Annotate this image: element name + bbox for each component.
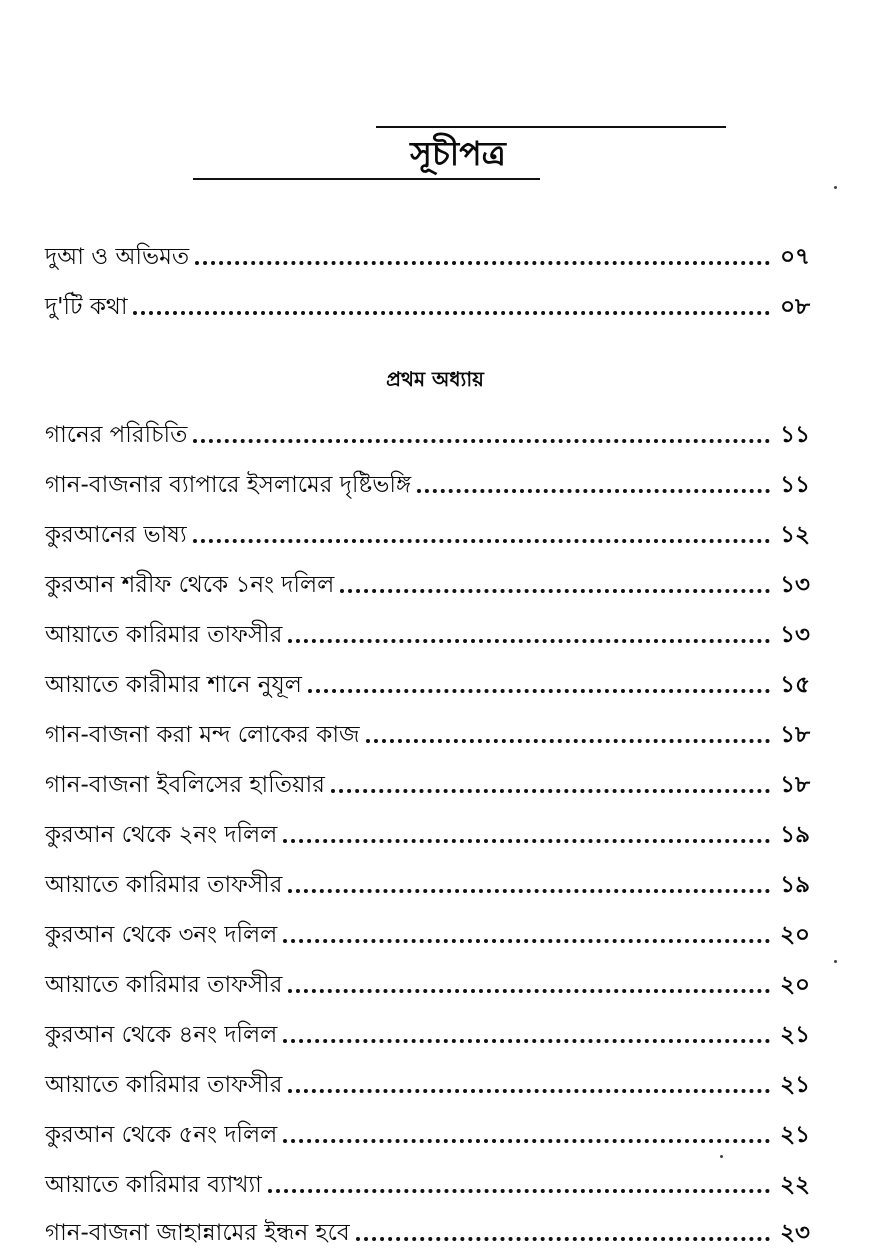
toc-leader-dots <box>283 839 770 843</box>
toc-entry-label: গান-বাজনা করা মন্দ লোকের কাজ <box>45 722 360 748</box>
toc-entry <box>45 282 810 322</box>
toc-entry-page: ১৩ <box>780 622 810 648</box>
toc-leader-dots <box>193 539 770 543</box>
toc-entry-label: আয়াতে কারিমার তাফসীর <box>45 1072 283 1098</box>
toc-leader-dots <box>308 689 770 693</box>
toc-entry-label: গানের পরিচিতি <box>45 422 188 448</box>
toc-entry-page: ২১ <box>780 1072 810 1098</box>
toc-entry <box>45 560 810 600</box>
scan-speck <box>834 186 837 189</box>
toc-entry <box>45 510 810 550</box>
toc-entry-label: দু'টি কথা <box>45 294 128 320</box>
toc-entry-page: ১৫ <box>780 672 810 698</box>
toc-entry <box>45 760 810 800</box>
toc-entry-label: আয়াতে কারিমার তাফসীর <box>45 872 283 898</box>
toc-leader-dots <box>331 789 770 793</box>
toc-leader-dots <box>195 261 770 265</box>
toc-entry-label: আয়াতে কারীমার শানে নুযূল <box>45 672 302 698</box>
toc-entry-label: আয়াতে কারিমার তাফসীর <box>45 622 283 648</box>
toc-leader-dots <box>340 589 770 593</box>
toc-entry-page: ১২ <box>780 522 810 548</box>
toc-entry-label: কুরআন থেকে ৪নং দলিল <box>45 1022 278 1048</box>
toc-entry <box>45 1010 810 1050</box>
toc-entry <box>45 860 810 900</box>
toc-entry <box>45 610 810 650</box>
toc-entry-page: ২১ <box>780 1022 810 1048</box>
toc-entry-label: কুরআন থেকে ৩নং দলিল <box>45 922 278 948</box>
toc-entry-page: ১৩ <box>780 572 810 598</box>
toc-leader-dots <box>288 1089 770 1093</box>
toc-leader-dots <box>133 311 770 315</box>
toc-entry <box>45 960 810 1000</box>
toc-leader-dots <box>268 1189 770 1193</box>
toc-entry-label: গান-বাজনা ইবলিসের হাতিয়ার <box>45 772 325 798</box>
toc-entry-label: আয়াতে কারিমার তাফসীর <box>45 972 283 998</box>
toc-leader-dots <box>366 739 770 743</box>
chapter-heading: প্রথম অধ্যায় <box>386 367 484 391</box>
toc-entry-label: কুরআন থেকে ২নং দলিল <box>45 822 278 848</box>
toc-entry <box>45 460 810 500</box>
toc-entry-page: ০৮ <box>780 294 810 320</box>
title-rule-bottom <box>193 178 540 180</box>
toc-entry-page: ১১ <box>780 422 810 448</box>
toc-entry-page: ১৯ <box>780 872 810 898</box>
toc-leader-dots <box>283 1039 770 1043</box>
toc-entry <box>45 1208 810 1248</box>
toc-entry-label: আয়াতে কারিমার ব্যাখ্যা <box>45 1172 262 1198</box>
scan-speck <box>720 1155 723 1158</box>
toc-entry-label: গান-বাজনা জাহান্নামের ইন্ধন হবে <box>45 1220 350 1246</box>
toc-entry <box>45 410 810 450</box>
toc-entry-page: ২২ <box>780 1172 810 1198</box>
toc-entry-page: ০৭ <box>780 244 810 270</box>
toc-entry <box>45 1110 810 1150</box>
toc-entry-label: দুআ ও অভিমত <box>45 244 190 270</box>
page-title: সূচীপত্র <box>410 134 506 173</box>
toc-entry-page: ১১ <box>780 472 810 498</box>
toc-entry-label: গান-বাজনার ব্যাপারে ইসলামের দৃষ্টিভঙ্গি <box>45 472 412 498</box>
toc-entry-page: ১৮ <box>780 722 810 748</box>
toc-entry-page: ২০ <box>780 972 810 998</box>
toc-leader-dots <box>288 989 770 993</box>
toc-entry <box>45 710 810 750</box>
toc-entry-label: কুরআন থেকে ৫নং দলিল <box>45 1122 278 1148</box>
title-rule-top <box>376 126 726 128</box>
toc-leader-dots <box>288 889 770 893</box>
toc-entry-page: ১৯ <box>780 822 810 848</box>
toc-leader-dots <box>283 1139 770 1143</box>
toc-entry-page: ২৩ <box>780 1220 810 1246</box>
toc-entry <box>45 1160 810 1200</box>
toc-entry <box>45 1060 810 1100</box>
toc-entry-label: কুরআনের ভাষ্য <box>45 522 187 548</box>
toc-entry-page: ২১ <box>780 1122 810 1148</box>
toc-leader-dots <box>288 639 770 643</box>
toc-entry-page: ১৮ <box>780 772 810 798</box>
toc-leader-dots <box>283 939 770 943</box>
toc-entry <box>45 810 810 850</box>
toc-entry-label: কুরআন শরীফ থেকে ১নং দলিল <box>45 572 335 598</box>
toc-entry <box>45 232 810 272</box>
scan-speck <box>834 960 837 963</box>
toc-entry <box>45 910 810 950</box>
toc-leader-dots <box>193 439 770 443</box>
toc-leader-dots <box>417 489 770 493</box>
toc-entry <box>45 660 810 700</box>
toc-entry-page: ২০ <box>780 922 810 948</box>
toc-leader-dots <box>356 1237 770 1241</box>
